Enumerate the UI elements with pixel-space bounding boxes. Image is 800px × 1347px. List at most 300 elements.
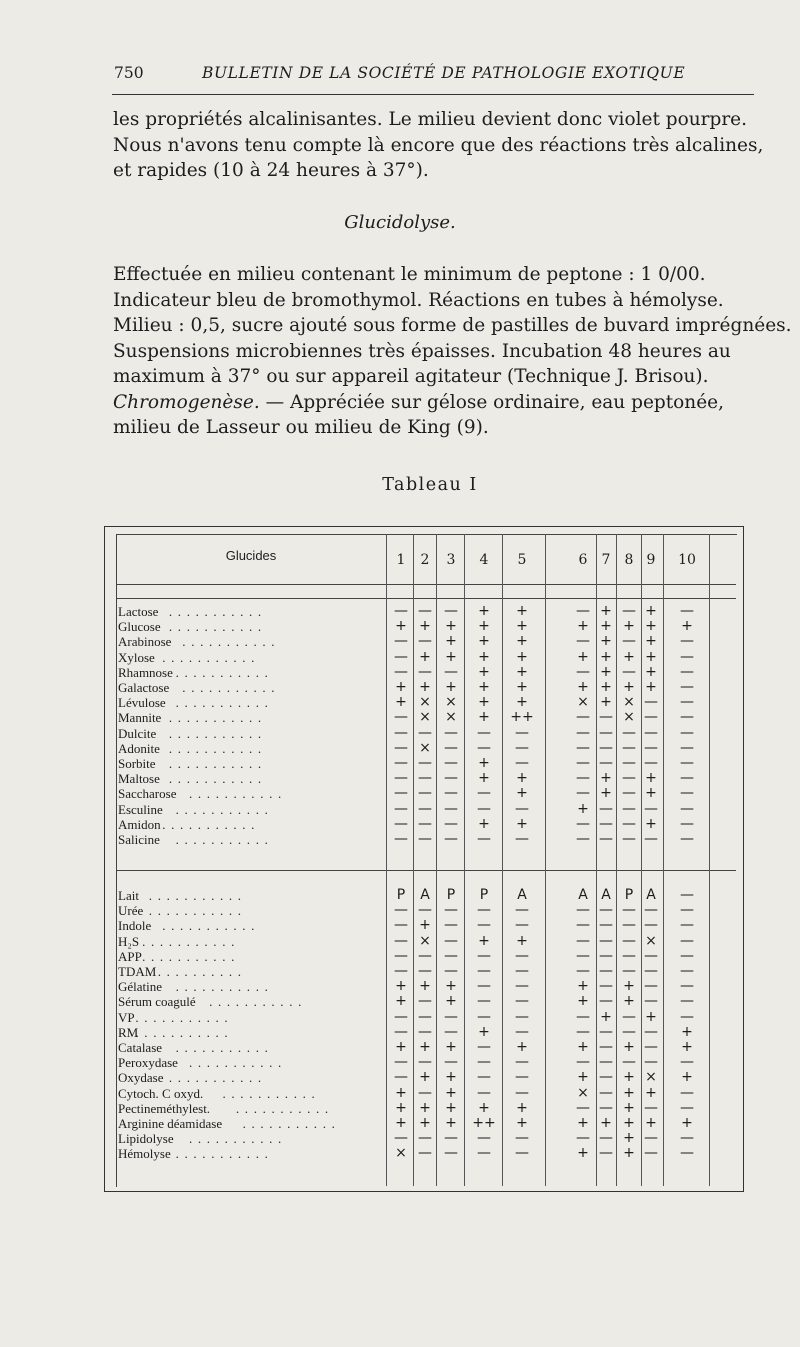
test-cell: — — [477, 963, 491, 979]
test-leader-dots: . . . . . . . . . . . — [189, 1131, 283, 1147]
glucide-cell: + — [478, 648, 490, 665]
test-cell: — — [515, 993, 529, 1010]
glucide-cell: — — [576, 603, 590, 619]
glucide-cell: — — [622, 603, 636, 619]
test-row-label: RM — [118, 1024, 139, 1040]
test-row-label: Hémolyse — [118, 1146, 171, 1162]
test-leader-dots: . . . . . . . . . . . — [142, 933, 236, 949]
glucide-cell: + — [600, 694, 612, 711]
test-leader-dots: . . . . . . . . . . . — [135, 1009, 229, 1025]
glucide-cell: — — [622, 663, 636, 680]
test-row-label: Lipidolyse — [118, 1131, 174, 1147]
test-cell: — — [477, 1008, 491, 1025]
test-leader-dots: . . . . . . . . . . . — [175, 1146, 270, 1162]
glucide-row-label: Lévulose — [118, 695, 166, 711]
test-row-label: Urée — [118, 903, 144, 919]
glucide-row-label: Mannite — [118, 710, 162, 726]
test-row-label: Pectineméthylest. — [118, 1100, 211, 1116]
test-cell: A — [601, 887, 611, 903]
glucide-cell: + — [577, 679, 589, 695]
glucide-cell: — — [394, 831, 408, 847]
glucide-cell: + — [478, 603, 490, 619]
test-cell: + — [623, 978, 635, 995]
test-cell: P — [396, 887, 406, 903]
test-cell: — — [477, 1069, 491, 1086]
glucide-cell: — — [444, 770, 458, 787]
glucide-cell: + — [445, 618, 457, 635]
table-title: Tableau I — [382, 475, 478, 495]
column-divider — [709, 534, 710, 1186]
glucide-cell: — — [444, 755, 458, 771]
test-cell: — — [576, 1054, 590, 1071]
glucide-cell: — — [622, 815, 636, 832]
test-cell: — — [576, 1023, 590, 1040]
test-cell: + — [445, 978, 457, 995]
test-cell: — — [515, 1084, 529, 1101]
glucide-cell: + — [395, 679, 407, 695]
test-cell: + — [419, 1039, 431, 1055]
glucide-cell: — — [680, 785, 694, 802]
column-number: 10 — [678, 552, 696, 568]
glucide-cell: — — [394, 800, 408, 817]
test-row-label: Cytoch. C oxyd. — [118, 1085, 204, 1101]
glucide-cell: — — [622, 755, 636, 771]
glucide-cell: — — [444, 663, 458, 680]
glucide-cell: — — [644, 724, 658, 741]
test-row-label: Catalase — [118, 1040, 163, 1055]
test-cell: + — [577, 1039, 589, 1055]
test-cell: — — [599, 963, 613, 979]
test-cell: — — [680, 887, 694, 903]
test-cell: — — [644, 1099, 658, 1116]
glucide-cell: + — [478, 618, 490, 635]
test-cell: + — [516, 932, 528, 949]
test-leader-dots: . . . . . . . . . . . — [242, 1116, 337, 1131]
glucide-cell: — — [477, 785, 491, 802]
method-line: Milieu : 0,5, sucre ajouté sous forme de pastilles de buvard imprégnées. — [113, 315, 792, 336]
glucide-cell: + — [681, 618, 693, 635]
test-cell: — — [576, 932, 590, 949]
glucide-cell: + — [600, 633, 612, 650]
test-cell: — — [599, 1069, 613, 1086]
glucide-cell: — — [418, 770, 432, 787]
glucide-cell: — — [576, 633, 590, 650]
glucide-row-label: Salicine — [118, 832, 160, 847]
test-cell: — — [444, 963, 458, 979]
glucide-cell: — — [644, 800, 658, 817]
column-divider — [502, 534, 503, 1186]
test-cell: + — [681, 1069, 693, 1086]
glucide-cell: — — [599, 815, 613, 832]
test-cell: + — [623, 1084, 635, 1101]
glucide-cell: — — [418, 815, 432, 832]
test-cell: — — [576, 902, 590, 919]
header-rule — [112, 94, 754, 95]
glucide-cell: + — [395, 694, 407, 711]
test-row-label: Oxydase — [118, 1070, 164, 1086]
test-cell: + — [445, 993, 457, 1010]
glucide-cell: + — [478, 815, 490, 832]
column-divider — [545, 534, 546, 1186]
glucide-cell: — — [444, 603, 458, 619]
test-cell: — — [644, 1130, 658, 1147]
glucide-cell: + — [577, 618, 589, 635]
glucide-leader-dots: . . . . . . . . . . . — [168, 710, 263, 726]
test-row-label: Gélatine — [118, 979, 163, 995]
test-cell: — — [477, 947, 491, 964]
glucide-cell: — — [622, 739, 636, 756]
glucide-cell: — — [622, 633, 636, 650]
test-cell: + — [577, 1115, 589, 1131]
test-cell: + — [395, 1099, 407, 1116]
glucide-row-label: Galactose — [118, 680, 170, 695]
test-cell: + — [577, 1069, 589, 1086]
glucide-cell: — — [644, 694, 658, 711]
test-cell: + — [623, 1115, 635, 1131]
glucide-cell: + — [516, 785, 528, 802]
test-cell: P — [446, 887, 456, 903]
journal-title: BULLETIN DE LA SOCIÉTÉ DE PATHOLOGIE EXOTIQUE — [202, 64, 686, 82]
test-cell: — — [622, 947, 636, 964]
test-cell: — — [444, 932, 458, 949]
page-number: 750 — [114, 64, 144, 82]
glucide-cell: — — [599, 739, 613, 756]
method-line: maximum à 37° ou sur appareil agitateur (Technique J. Brisou). — [113, 366, 709, 387]
test-cell: — — [680, 1084, 694, 1101]
test-cell: — — [477, 1054, 491, 1071]
glucide-cell: + — [645, 633, 657, 650]
test-cell: + — [645, 1084, 657, 1101]
test-cell: + — [445, 1115, 457, 1131]
test-leader-dots: . . . . . . . . . . . — [142, 948, 236, 964]
glucide-row-label: Xylose — [118, 649, 155, 665]
test-cell: + — [600, 1008, 612, 1025]
column-number: 6 — [578, 552, 588, 568]
glucide-cell: — — [477, 724, 491, 741]
glucide-leader-dots: . . . . . . . . . . . — [168, 619, 263, 635]
glucide-cell: — — [576, 724, 590, 741]
glucide-cell: ++ — [510, 709, 534, 726]
test-cell: + — [681, 1039, 693, 1055]
test-cell: + — [395, 1084, 407, 1101]
glucide-cell: — — [444, 831, 458, 847]
glucide-cell: — — [394, 648, 408, 665]
test-cell: — — [599, 917, 613, 934]
glucide-cell: — — [644, 831, 658, 847]
test-cell: P — [624, 887, 634, 903]
test-cell: + — [395, 1115, 407, 1131]
test-cell: + — [577, 993, 589, 1010]
glucide-cell: — — [680, 648, 694, 665]
test-cell: — — [444, 1023, 458, 1040]
glucide-cell: — — [599, 724, 613, 741]
glucide-leader-dots: . . . . . . . . . . . — [175, 832, 270, 847]
glucide-cell: — — [576, 755, 590, 771]
test-cell: — — [622, 932, 636, 949]
test-cell: — — [644, 902, 658, 919]
test-cell: + — [623, 1069, 635, 1086]
test-cell: — — [394, 1023, 408, 1040]
glucide-cell: — — [576, 709, 590, 726]
test-cell: — — [680, 947, 694, 964]
test-cell: — — [418, 1145, 432, 1162]
test-cell: — — [599, 1023, 613, 1040]
glucide-leader-dots: . . . . . . . . . . . — [182, 680, 276, 695]
glucide-row-label: Glucose — [118, 619, 161, 635]
glucide-cell: — — [394, 815, 408, 832]
glucide-cell: — — [622, 831, 636, 847]
test-cell: — — [622, 963, 636, 979]
test-leader-dots: . . . . . . . . . . . — [235, 1100, 330, 1116]
glucide-cell: — — [394, 770, 408, 787]
glucide-cell: — — [515, 800, 529, 817]
glucide-cell: + — [577, 800, 589, 817]
glucide-cell: — — [418, 603, 432, 619]
glucide-cell: — — [394, 785, 408, 802]
test-cell: — — [394, 932, 408, 949]
glucide-cell: — — [576, 785, 590, 802]
test-row-label: Lait — [118, 888, 139, 903]
test-cell: — — [444, 1054, 458, 1071]
glucide-cell: + — [577, 648, 589, 665]
glucide-cell: + — [516, 679, 528, 695]
glucide-cell: — — [515, 755, 529, 771]
method-line: Effectuée en milieu contenant le minimum de peptone : 1 0/00. — [113, 264, 706, 285]
glucide-cell: — — [644, 739, 658, 756]
glucide-cell: × — [445, 709, 457, 726]
glucide-cell: + — [478, 709, 490, 726]
test-cell: + — [478, 1099, 490, 1116]
glucide-row-label: Adonite — [118, 740, 160, 756]
test-leader-dots: . . . . . . . . . . . — [162, 918, 256, 934]
glucide-row-label: Amidon — [118, 816, 161, 832]
test-cell: — — [576, 1008, 590, 1025]
test-cell: — — [599, 1084, 613, 1101]
test-cell: + — [645, 1115, 657, 1131]
test-cell: — — [515, 1130, 529, 1147]
section-title: Glucidolyse. — [344, 212, 456, 233]
glucide-cell: — — [680, 770, 694, 787]
test-cell: — — [418, 1054, 432, 1071]
glucide-cell: × — [623, 709, 635, 726]
glucide-cell: — — [444, 800, 458, 817]
test-cell: — — [394, 1069, 408, 1086]
glucide-cell: — — [680, 694, 694, 711]
glucide-cell: — — [418, 755, 432, 771]
test-cell: + — [623, 1145, 635, 1162]
test-cell: + — [681, 1115, 693, 1131]
intro-line: les propriétés alcalinisantes. Le milieu devient donc violet pourpre. — [113, 109, 748, 130]
glucide-cell: + — [600, 663, 612, 680]
glucide-cell: — — [599, 831, 613, 847]
glucide-cell: + — [445, 648, 457, 665]
glucide-leader-dots: . . . . . . . . . . . — [189, 786, 283, 802]
test-cell: + — [645, 1008, 657, 1025]
glucide-cell: × — [419, 709, 431, 726]
glucide-cell: — — [576, 770, 590, 787]
test-cell: + — [419, 978, 431, 995]
test-cell: — — [599, 932, 613, 949]
glucide-cell: + — [419, 648, 431, 665]
glucide-cell: + — [395, 618, 407, 635]
test-cell: + — [478, 1023, 490, 1040]
test-row-label: Peroxydase — [118, 1055, 178, 1071]
test-cell: — — [680, 1099, 694, 1116]
glucide-cell: + — [516, 663, 528, 680]
glucide-leader-dots: . . . . . . . . . . . — [162, 649, 256, 665]
glucide-leader-dots: . . . . . . . . . . . — [168, 756, 263, 771]
test-cell: + — [395, 978, 407, 995]
method-line: Suspensions microbiennes très épaisses. Incubation 48 heures au — [113, 340, 731, 362]
test-leader-dots: . . . . . . . . . . . — [189, 1055, 283, 1071]
test-cell: + — [577, 1145, 589, 1162]
test-cell: — — [680, 1145, 694, 1162]
test-cell: A — [420, 887, 430, 903]
running-head — [114, 62, 754, 86]
column-number: 4 — [479, 552, 489, 568]
test-cell: — — [680, 902, 694, 919]
test-cell: A — [578, 887, 588, 903]
glucide-leader-dots: . . . . . . . . . . . — [175, 664, 270, 680]
test-cell: — — [599, 1130, 613, 1147]
glucide-cell: + — [600, 770, 612, 787]
test-cell: — — [680, 1054, 694, 1071]
test-cell: — — [418, 963, 432, 979]
glucide-cell: — — [418, 800, 432, 817]
intro-line: et rapides (10 à 24 heures à 37°). — [113, 160, 429, 181]
chromogenese-text: — Appréciée sur gélose ordinaire, eau peptonée, — [259, 391, 724, 413]
test-cell: + — [478, 932, 490, 949]
test-leader-dots: . . . . . . . . . . . — [168, 1070, 263, 1086]
test-cell: A — [517, 887, 527, 903]
glucide-cell: + — [516, 648, 528, 665]
test-cell: — — [515, 1008, 529, 1025]
glucide-cell: + — [645, 648, 657, 665]
test-cell: — — [394, 917, 408, 934]
glucide-cell: + — [645, 663, 657, 680]
glucide-cell: + — [478, 694, 490, 711]
glucide-cell: + — [478, 663, 490, 680]
glucide-cell: — — [418, 724, 432, 741]
test-cell: — — [644, 1145, 658, 1162]
test-cell: — — [576, 1099, 590, 1116]
glucide-cell: — — [394, 724, 408, 741]
test-cell: — — [444, 902, 458, 919]
test-cell: — — [515, 1069, 529, 1086]
glucide-cell: — — [515, 724, 529, 741]
test-cell: × — [395, 1145, 407, 1162]
glucide-cell: + — [600, 648, 612, 665]
glucide-cell: — — [418, 663, 432, 680]
test-cell: — — [680, 932, 694, 949]
chromogenese-heading: Chromogenèse. — [113, 391, 260, 413]
glucide-cell: + — [516, 633, 528, 650]
glucide-cell: × — [623, 694, 635, 711]
test-cell: — — [599, 978, 613, 995]
test-cell: — — [394, 902, 408, 919]
glucide-cell: — — [622, 724, 636, 741]
glucide-cell: — — [394, 755, 408, 771]
test-cell: — — [515, 917, 529, 934]
glucide-cell: — — [680, 709, 694, 726]
test-cell: — — [418, 1023, 432, 1040]
test-leader-dots: . . . . . . . . . . . — [148, 964, 243, 979]
test-cell: — — [444, 1008, 458, 1025]
glucide-cell: — — [477, 800, 491, 817]
glucide-cell: — — [418, 785, 432, 802]
test-cell: — — [644, 1039, 658, 1055]
glucide-cell: + — [516, 770, 528, 787]
test-cell: — — [644, 1023, 658, 1040]
test-row-label: APP — [118, 948, 142, 964]
test-cell: + — [445, 1099, 457, 1116]
glucide-cell: — — [394, 739, 408, 756]
test-cell: — — [680, 978, 694, 995]
glucide-row-label: Rhamnose — [118, 664, 173, 680]
test-cell: — — [394, 1054, 408, 1071]
test-cell: — — [622, 1008, 636, 1025]
test-cell: — — [394, 1008, 408, 1025]
test-cell: — — [599, 993, 613, 1010]
test-cell: — — [444, 947, 458, 964]
glucide-leader-dots: . . . . . . . . . . . — [168, 604, 263, 619]
glucide-cell: — — [477, 739, 491, 756]
glucide-cell: + — [419, 679, 431, 695]
test-cell: — — [622, 917, 636, 934]
column-header-glucides: Glucides — [225, 548, 277, 563]
glucide-cell: + — [623, 618, 635, 635]
glucide-cell: — — [680, 739, 694, 756]
glucide-cell: + — [516, 618, 528, 635]
test-cell: — — [477, 1145, 491, 1162]
glucide-cell: + — [516, 815, 528, 832]
glucide-cell: + — [478, 770, 490, 787]
glucide-cell: — — [622, 785, 636, 802]
glucide-cell: × — [419, 694, 431, 711]
test-cell: — — [444, 1130, 458, 1147]
test-cell: — — [515, 1023, 529, 1040]
column-number: 8 — [624, 552, 634, 568]
glucide-cell: + — [645, 815, 657, 832]
test-cell: — — [644, 947, 658, 964]
test-row-label: Sérum coagulé — [118, 994, 196, 1010]
test-cell: + — [419, 1069, 431, 1086]
glucide-cell: × — [419, 739, 431, 756]
test-cell: — — [680, 1130, 694, 1147]
test-cell: × — [645, 932, 657, 949]
glucide-cell: — — [680, 831, 694, 847]
glucide-cell: — — [515, 831, 529, 847]
glucide-row-label: Saccharose — [118, 786, 177, 802]
test-cell: — — [599, 1145, 613, 1162]
results-table — [104, 526, 744, 1194]
test-cell: + — [516, 1039, 528, 1055]
test-cell: — — [515, 978, 529, 995]
test-cell: + — [445, 1069, 457, 1086]
intro-paragraph — [113, 107, 764, 184]
test-cell: — — [477, 1039, 491, 1055]
glucide-cell: — — [680, 724, 694, 741]
test-cell: — — [644, 917, 658, 934]
test-cell: — — [477, 978, 491, 995]
test-cell: — — [477, 917, 491, 934]
test-cell: + — [445, 1084, 457, 1101]
column-number: 7 — [601, 552, 611, 568]
test-cell: × — [577, 1084, 589, 1101]
test-cell: × — [419, 932, 431, 949]
test-cell: + — [516, 1099, 528, 1116]
test-leader-dots: . . . . . . . . . . . — [148, 888, 243, 903]
